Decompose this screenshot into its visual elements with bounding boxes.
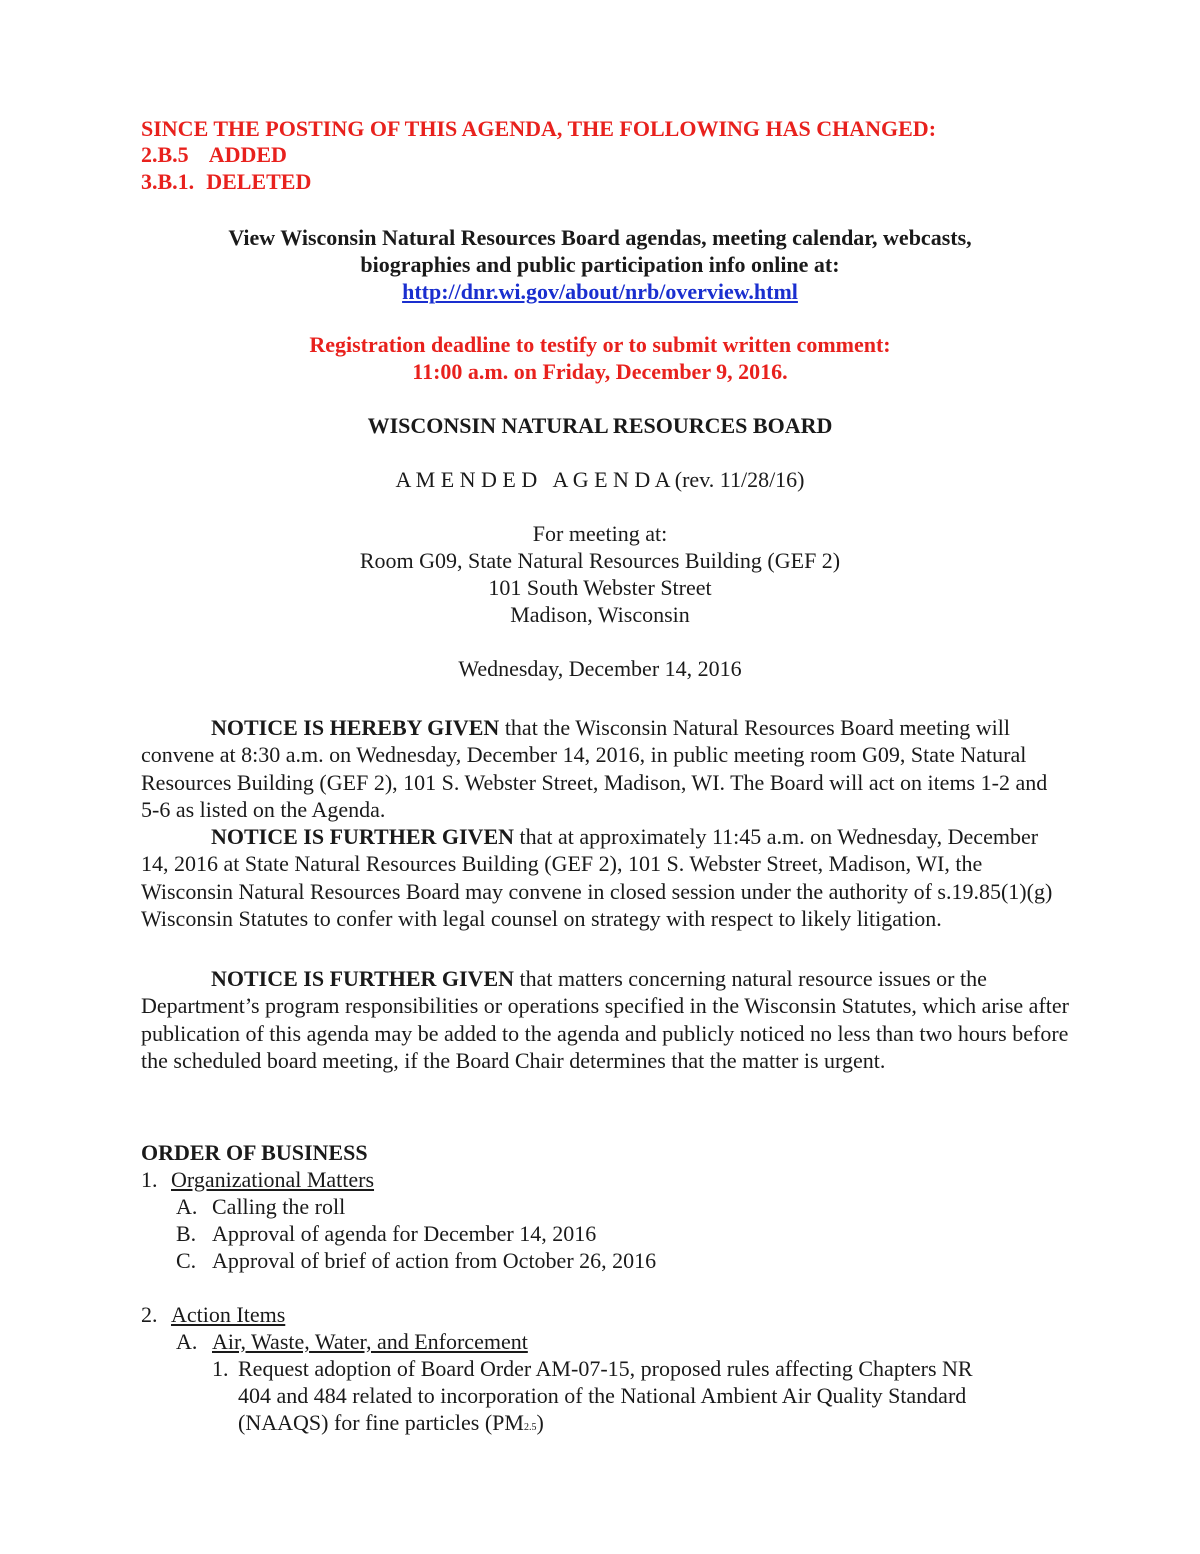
location-label: For meeting at: (532, 521, 668, 546)
section-title: Action Items (171, 1302, 286, 1327)
item-letter: A. (176, 1194, 198, 1219)
item-text: Approval of agenda for December 14, 2016 (212, 1221, 597, 1246)
info-url-wrap (0, 278, 1200, 305)
notice-text: that the Wisconsin Natural Resources Board meeting will convene at 8:30 a.m. on Wednesday, December 14, 2016, in public meeting room G09, State Natural Resources Building (GEF 2), 101 S. Webster Street, Madison, WI. The Board will act on items 1-2 and 5-6 as listed on the Agenda. (141, 715, 1048, 822)
location-city: Madison, Wisconsin (510, 602, 690, 627)
order-of-business-heading: ORDER OF BUSINESS (141, 1140, 368, 1165)
notice-paragraph (141, 965, 1071, 1074)
item-letter: C. (176, 1248, 197, 1273)
item-text: Approval of brief of action from October 26, 2016 (212, 1248, 657, 1273)
deadline-line-1: Registration deadline to testify or to submit written comment: (309, 332, 891, 357)
change-id: 3.B.1. (141, 169, 195, 194)
info-line-2: biographies and public participation info online at: (360, 252, 840, 277)
info-line-1: View Wisconsin Natural Resources Board agendas, meeting calendar, webcasts, (228, 225, 972, 250)
item-text: Calling the roll (212, 1194, 346, 1219)
deadline-line-2: 11:00 a.m. on Friday, December 9, 2016. (412, 359, 788, 384)
list-item (176, 1220, 596, 1247)
agenda-title-line (0, 466, 1200, 493)
subsection-letter: A. (176, 1329, 198, 1354)
action-item-last-line (238, 1409, 544, 1441)
notice-paragraph (141, 714, 1071, 823)
notice-paragraph (141, 823, 1071, 932)
action-item-line: Request adoption of Board Order AM-07-15, proposed rules affecting Chapters NR (238, 1356, 973, 1381)
section-1-heading (141, 1166, 374, 1193)
action-item-number: 1. (212, 1356, 229, 1381)
agenda-revision: (rev. 11/28/16) (674, 467, 805, 492)
notice-text: that matters concerning natural resource issues or the Department’s program responsibilities or operations specified in the Wisconsin Statutes, which arise after publication of this agenda may be added to the agenda and publicly noticed no less than two hours before the scheduled board meeting, if the Board Chair determines that the matter is urgent. (141, 966, 1069, 1073)
list-item (176, 1247, 656, 1274)
notice-text: that at approximately 11:45 a.m. on Wednesday, December 14, 2016 at State Natural Resources Building (GEF 2), 101 S. Webster Street, Madison, WI, the Wisconsin Natural Resources Board may convene in closed session under the authority of s.19.85(1)(g) Wisconsin Statutes to confer with legal counsel on strategy with respect to likely litigation. (141, 824, 1053, 931)
meeting-date: Wednesday, December 14, 2016 (458, 656, 742, 681)
change-status: DELETED (206, 169, 312, 194)
closing-paren: ) (536, 1410, 544, 1435)
notice-lead: NOTICE IS HEREBY GIVEN (211, 715, 500, 740)
subsection-title: Air, Waste, Water, and Enforcement (212, 1329, 528, 1354)
location-room: Room G09, State Natural Resources Building (GEF 2) (359, 548, 841, 573)
change-id: 2.B.5 (141, 142, 189, 167)
changes-heading: SINCE THE POSTING OF THIS AGENDA, THE FOLLOWING HAS CHANGED: (141, 116, 937, 141)
section-number: 1. (141, 1167, 158, 1192)
notice-lead: NOTICE IS FURTHER GIVEN (211, 966, 515, 991)
pm-subscript: 2.5 (523, 1422, 537, 1433)
board-overview-link[interactable]: http://dnr.wi.gov/about/nrb/overview.html (402, 279, 798, 304)
subsection-heading (176, 1328, 528, 1355)
action-item (212, 1355, 973, 1382)
agenda-title: A M E N D E D A G E N D A (395, 467, 670, 492)
change-item (141, 141, 287, 168)
board-title: WISCONSIN NATURAL RESOURCES BOARD (367, 413, 833, 438)
section-number: 2. (141, 1302, 158, 1327)
item-letter: B. (176, 1221, 197, 1246)
section-title: Organizational Matters (171, 1167, 375, 1192)
notice-lead: NOTICE IS FURTHER GIVEN (211, 824, 515, 849)
change-status: ADDED (208, 142, 287, 167)
section-2-heading (141, 1301, 285, 1328)
list-item (176, 1193, 345, 1220)
action-item-line: (NAAQS) for fine particles (PM (238, 1410, 524, 1435)
change-item (141, 168, 311, 195)
location-street: 101 South Webster Street (488, 575, 712, 600)
action-item-line: 404 and 484 related to incorporation of the National Ambient Air Quality Standard (238, 1383, 967, 1408)
